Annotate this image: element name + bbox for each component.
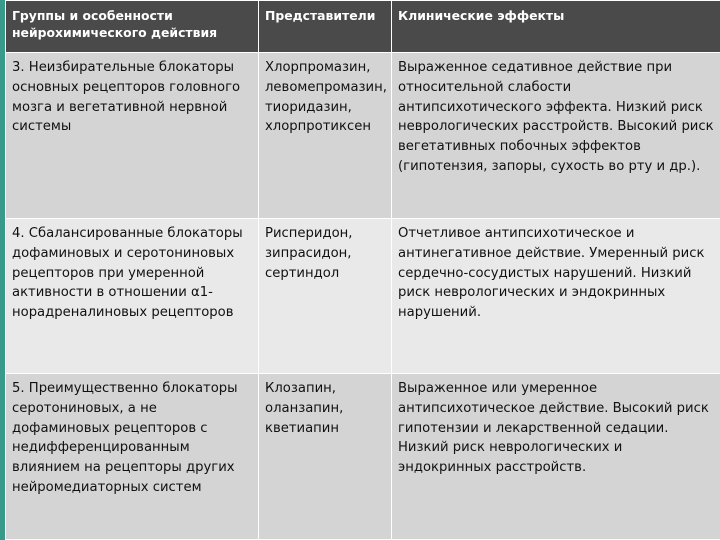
cell-representatives: Клозапин, оланзапин, кветиапин xyxy=(259,374,392,540)
cell-group: 4. Сбалансированные блокаторы дофаминовых и серотониновых рецепторов при умеренной активности в отношении α1-норадреналиновых рецепторов xyxy=(6,219,259,374)
cell-group: 3. Неизбирательные блокаторы основных рецепторов головного мозга и вегетативной нервной системы xyxy=(6,53,259,219)
cell-effects: Выраженное или умеренное антипсихотическое действие. Высокий риск гипотензии и лекарственной седации. Низкий риск неврологических и эндокринных расстройств. xyxy=(392,374,720,540)
header-group: Группы и особенности нейрохимического действия xyxy=(6,1,259,53)
table-row xyxy=(6,219,720,374)
header-effects: Клинические эффекты xyxy=(392,1,720,53)
table-row xyxy=(6,374,720,540)
cell-effects: Выраженное седативное действие при относительной слабости антипсихотического эффекта. Низкий риск неврологических расстройств. Высокий риск вегетативных побочных эффектов (гипотензия, запоры, сухость во рту и др.). xyxy=(392,53,720,219)
cell-representatives: Рисперидон, зипрасидон, сертиндол xyxy=(259,219,392,374)
cell-group: 5. Преимущественно блокаторы серотониновых, а не дофаминовых рецепторов с недифференцированным влиянием на рецепторы других нейромедиаторных систем xyxy=(6,374,259,540)
cell-representatives: Хлорпромазин, левомепромазин, тиоридазин, хлорпротиксен xyxy=(259,53,392,219)
cell-effects: Отчетливое антипсихотическое и антинегативное действие. Умеренный риск сердечно-сосудистых нарушений. Низкий риск неврологических и эндокринных нарушений. xyxy=(392,219,720,374)
table-row xyxy=(6,53,720,219)
table-header-row xyxy=(6,1,720,53)
header-representatives: Представители xyxy=(259,1,392,53)
antipsychotics-table xyxy=(5,0,720,540)
